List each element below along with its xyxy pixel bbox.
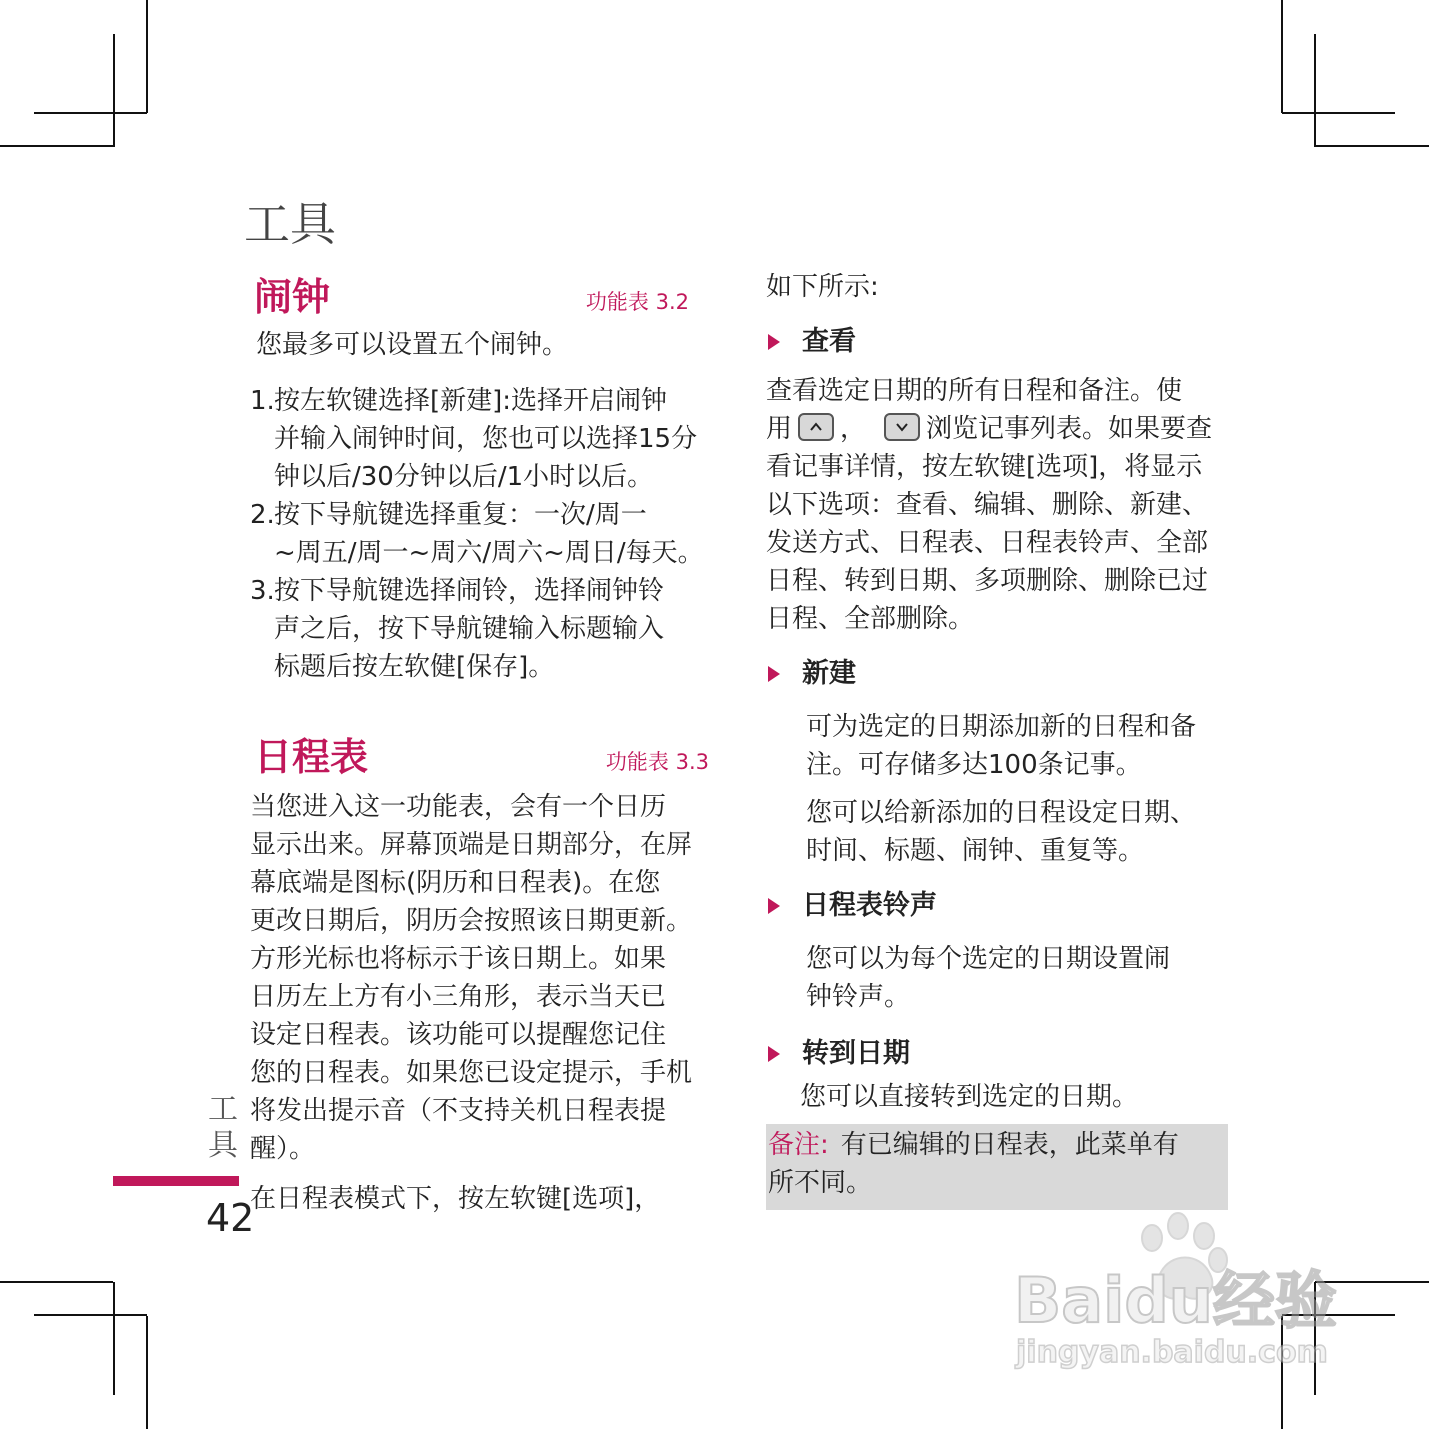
step-number: 2. bbox=[250, 500, 275, 530]
body-line: 显示出来。屏幕顶端是日期部分，在屏 bbox=[250, 830, 693, 860]
body-line: 看记事详情，按左软键[选项]，将显示 bbox=[766, 452, 1203, 482]
alarm-intro: 您最多可以设置五个闹钟。 bbox=[256, 330, 569, 360]
alarm-step bbox=[250, 382, 715, 496]
side-accent-bar bbox=[113, 1176, 239, 1186]
crop-mark bbox=[1282, 112, 1395, 114]
step-line: ~周五/周一~周六/周六~周日/每天。 bbox=[274, 538, 704, 568]
crop-mark bbox=[146, 1316, 148, 1429]
step-line: 标题后按左软健[保存]。 bbox=[274, 652, 555, 682]
options-intro: 如下所示: bbox=[766, 272, 879, 302]
crop-mark bbox=[34, 112, 147, 114]
note-line: 所不同。 bbox=[768, 1168, 873, 1198]
body-line: 您可以为每个选定的日期设置闹 bbox=[806, 944, 1171, 974]
watermark-url: jingyan.baidu.com bbox=[1016, 1335, 1328, 1370]
view-heading bbox=[766, 320, 1228, 364]
ringtone-title: 日程表铃声 bbox=[802, 890, 937, 921]
schedule-menu-ref: 功能表 3.3 bbox=[605, 750, 709, 774]
body-line: 注。可存储多达100条记事。 bbox=[806, 750, 1142, 780]
step-line: 按左软键选择[新建]:选择开启闹钟 bbox=[274, 386, 668, 416]
crop-mark bbox=[1315, 145, 1429, 147]
crop-mark bbox=[1281, 0, 1283, 113]
step-line: 按下导航键选择重复：一次/周一 bbox=[274, 500, 647, 530]
body-line: 以下选项：查看、编辑、删除、新建、 bbox=[766, 490, 1209, 520]
alarm-title: 闹钟 bbox=[254, 275, 331, 319]
body-line: 您的日程表。如果您已设定提示，手机 bbox=[250, 1058, 693, 1088]
crop-mark bbox=[146, 0, 148, 113]
body-line: 更改日期后，阴历会按照该日期更新。 bbox=[250, 906, 693, 936]
note-line bbox=[768, 1126, 1220, 1164]
ringtone-body bbox=[766, 940, 1228, 1016]
step-number: 1. bbox=[250, 386, 275, 416]
baidu-watermark bbox=[1010, 1212, 1350, 1377]
alarm-step bbox=[250, 572, 715, 686]
watermark-brand: Baidu经验 bbox=[1014, 1264, 1337, 1337]
ringtone-heading bbox=[766, 884, 1228, 928]
alarm-menu-ref: 功能表 3.2 bbox=[585, 290, 689, 314]
triangle-bullet-icon bbox=[768, 666, 780, 682]
text-span: 浏览记事列表。如果要查 bbox=[926, 414, 1213, 444]
crop-mark bbox=[113, 1282, 115, 1395]
page-title: 工具 bbox=[244, 197, 336, 251]
schedule-options-line: 在日程表模式下，按左软键[选项]， bbox=[250, 1184, 661, 1214]
goto-title: 转到日期 bbox=[802, 1038, 910, 1069]
alarm-step bbox=[250, 496, 715, 572]
new-title: 新建 bbox=[802, 658, 856, 689]
body-line bbox=[766, 410, 1228, 448]
body-line: 醒）。 bbox=[250, 1134, 316, 1164]
crop-mark bbox=[0, 145, 113, 147]
page-number: 42 bbox=[206, 1196, 255, 1240]
triangle-bullet-icon bbox=[768, 1046, 780, 1062]
triangle-bullet-icon bbox=[768, 898, 780, 914]
body-line: 您可以给新添加的日程设定日期、 bbox=[806, 798, 1197, 828]
step-line: 声之后，按下导航键输入标题输入 bbox=[274, 614, 665, 644]
crop-mark bbox=[34, 1314, 147, 1316]
new-heading bbox=[766, 652, 1228, 696]
step-line: 钟以后/30分钟以后/1小时以后。 bbox=[274, 462, 654, 492]
new-body bbox=[766, 708, 1228, 870]
schedule-body bbox=[250, 788, 715, 1168]
view-body bbox=[766, 372, 1228, 638]
crop-mark bbox=[0, 1281, 113, 1283]
side-section-label: 工具 bbox=[208, 1092, 238, 1163]
note-text: 有已编辑的日程表，此菜单有 bbox=[840, 1130, 1179, 1160]
body-line: 时间、标题、闹钟、重复等。 bbox=[806, 836, 1145, 866]
body-line: 钟铃声。 bbox=[806, 982, 911, 1012]
left-column bbox=[250, 272, 715, 1218]
right-column bbox=[766, 268, 1228, 1210]
triangle-bullet-icon bbox=[768, 334, 780, 350]
body-line: 查看选定日期的所有日程和备注。使 bbox=[766, 376, 1183, 406]
step-line: 按下导航键选择闹铃，选择闹钟铃 bbox=[274, 576, 665, 606]
view-title: 查看 bbox=[802, 326, 856, 357]
goto-heading bbox=[766, 1032, 1228, 1076]
body-line: 方形光标也将标示于该日期上。如果 bbox=[250, 944, 667, 974]
alarm-section-header bbox=[250, 272, 715, 326]
body-line: 设定日程表。该功能可以提醒您记住 bbox=[250, 1020, 667, 1050]
note-box bbox=[766, 1124, 1228, 1210]
body-line: 可为选定的日期添加新的日程和备 bbox=[806, 712, 1197, 742]
schedule-title: 日程表 bbox=[254, 735, 369, 779]
body-line: 发送方式、日程表、日程表铃声、全部 bbox=[766, 528, 1209, 558]
text-span: 用 bbox=[766, 414, 793, 444]
text-span: ， bbox=[840, 414, 867, 444]
step-number: 3. bbox=[250, 576, 275, 606]
step-line: 并输入闹钟时间，您也可以选择15分 bbox=[274, 424, 698, 454]
body-line: 日程、全部删除。 bbox=[766, 604, 975, 634]
alarm-steps bbox=[250, 382, 715, 686]
goto-body: 您可以直接转到选定的日期。 bbox=[800, 1082, 1139, 1112]
body-line: 当您进入这一功能表，会有一个日历 bbox=[250, 792, 667, 822]
up-arrow-key-icon bbox=[798, 413, 834, 441]
body-line: 日程、转到日期、多项删除、删除已过 bbox=[766, 566, 1209, 596]
crop-mark bbox=[113, 34, 115, 147]
note-label: 备注: bbox=[768, 1130, 829, 1160]
down-arrow-key-icon bbox=[884, 413, 920, 441]
schedule-section-header bbox=[250, 732, 715, 786]
baidu-paw-logo-icon bbox=[1010, 1212, 1350, 1377]
body-line: 日历左上方有小三角形，表示当天已 bbox=[250, 982, 667, 1012]
body-line: 幕底端是图标(阴历和日程表)。在您 bbox=[250, 868, 661, 898]
body-line: 将发出提示音（不支持关机日程表提 bbox=[250, 1096, 667, 1126]
crop-mark bbox=[1314, 34, 1316, 147]
